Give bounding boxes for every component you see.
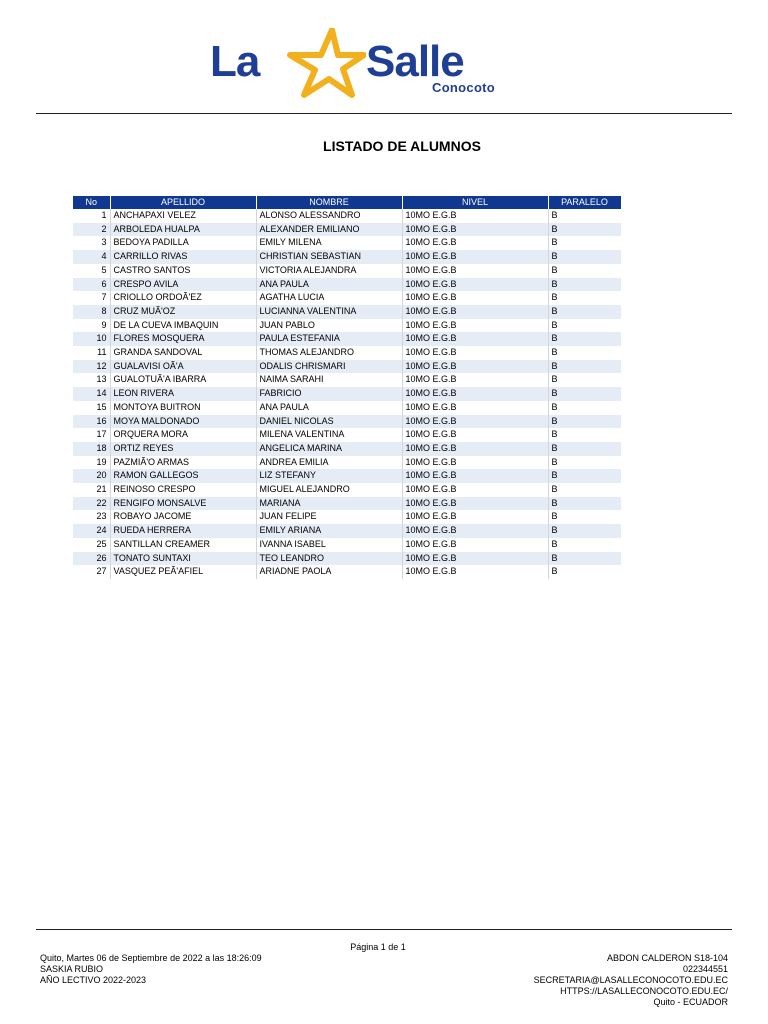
table-row [73,552,621,566]
cell-apellido: LEON RIVERA [110,387,256,401]
cell-nombre: ALEXANDER EMILIANO [256,223,402,237]
cell-apellido: MONTOYA BUITRON [110,401,256,415]
table-row [73,401,621,415]
table-row [73,497,621,511]
cell-no: 12 [73,360,110,374]
printed-by: SASKIA RUBIO [40,964,104,974]
table-row [73,291,621,305]
cell-paralelo: B [548,373,621,387]
cell-no: 6 [73,278,110,292]
table-row [73,250,621,264]
school-address: ABDON CALDERON S18-104 [606,953,728,963]
footer-divider [36,929,732,930]
cell-apellido: BEDOYA PADILLA [110,236,256,250]
cell-nombre: ANDREA EMILIA [256,456,402,470]
cell-no: 2 [73,223,110,237]
cell-no: 10 [73,332,110,346]
cell-apellido: ORQUERA MORA [110,428,256,442]
cell-nivel: 10MO E.G.B [402,456,548,470]
column-header-nivel: NIVEL [402,196,548,209]
cell-paralelo: B [548,278,621,292]
cell-nivel: 10MO E.G.B [402,250,548,264]
header-divider [36,113,732,114]
cell-nombre: ALONSO ALESSANDRO [256,209,402,223]
cell-paralelo: B [548,428,621,442]
table-row [73,510,621,524]
cell-no: 19 [96,456,107,467]
cell-nivel: 10MO E.G.B [402,236,548,250]
student-table [73,196,622,579]
school-city: Quito - ECUADOR [653,997,728,1007]
cell-nombre: PAULA ESTEFANIA [256,332,402,346]
cell-paralelo: B [548,319,621,333]
cell-nivel: 10MO E.G.B [402,483,548,497]
school-website: HTTPS://LASALLECONOCOTO.EDU.EC/ [560,986,728,996]
cell-no: 18 [73,442,110,456]
cell-paralelo: B [548,456,621,470]
cell-apellido: RENGIFO MONSALVE [110,497,256,511]
cell-paralelo: B [548,415,621,429]
table-row [73,538,621,552]
cell-apellido: ANCHAPAXI VELEZ [110,209,256,223]
cell-apellido: CASTRO SANTOS [110,264,256,278]
print-date: Quito, Martes 06 de Septiembre de 2022 a las 18:26:09 [40,953,262,963]
cell-paralelo: B [548,524,621,538]
cell-nivel: 10MO E.G.B [402,387,548,401]
cell-nivel: 10MO E.G.B [402,538,548,552]
cell-no: 7 [101,292,107,303]
cell-nombre: LUCIANNA VALENTINA [256,305,402,319]
cell-paralelo: B [548,387,621,401]
cell-paralelo: B [548,360,621,374]
footer-print-info [40,953,262,986]
cell-paralelo: B [548,552,621,566]
cell-nombre: ODALIS CHRISMARI [256,360,402,374]
table-row [73,428,621,442]
cell-paralelo: B [548,510,621,524]
cell-paralelo: B [548,538,621,552]
table-row [73,278,621,292]
cell-nombre: JUAN PABLO [256,319,402,333]
cell-apellido: ROBAYO JACOME [110,510,256,524]
table-row [73,346,621,360]
table-header-row [73,196,621,209]
logo-word-la: La [210,37,260,86]
table-row [73,319,621,333]
cell-no: 14 [73,387,110,401]
cell-paralelo: B [548,497,621,511]
cell-no: 24 [73,524,110,538]
column-header-paralelo: PARALELO [548,196,621,209]
table-row [73,305,621,319]
cell-nivel: 10MO E.G.B [402,510,548,524]
table-row [73,524,621,538]
school-phone: 022344551 [682,964,728,974]
table-row [73,236,621,250]
page-number: Página 1 de 1 [350,942,406,952]
cell-nombre: MARIANA [256,497,402,511]
school-logo [210,28,530,100]
cell-nombre: VICTORIA ALEJANDRA [256,264,402,278]
cell-nivel: 10MO E.G.B [402,360,548,374]
cell-nivel: 10MO E.G.B [402,264,548,278]
cell-apellido: ORTIZ REYES [110,442,256,456]
cell-no: 15 [96,401,107,412]
cell-apellido: SANTILLAN CREAMER [110,538,256,552]
cell-apellido: REINOSO CRESPO [110,483,256,497]
column-header-no: No [73,196,110,209]
cell-no: 27 [96,566,107,577]
cell-paralelo: B [548,264,621,278]
cell-nombre: EMILY MILENA [256,236,402,250]
cell-no: 26 [73,552,110,566]
cell-nombre: DANIEL NICOLAS [256,415,402,429]
cell-apellido: GRANDA SANDOVAL [110,346,256,360]
cell-paralelo: B [548,209,621,223]
cell-no: 20 [73,469,110,483]
cell-apellido: CARRILLO RIVAS [110,250,256,264]
cell-nivel: 10MO E.G.B [402,552,548,566]
cell-apellido: CRIOLLO ORDOÃ'EZ [110,291,256,305]
footer-contact-info [534,953,728,1008]
cell-apellido: GUALOTUÃ'A IBARRA [110,373,256,387]
table-row [73,332,621,346]
table-row [73,360,621,374]
cell-no: 22 [73,497,110,511]
cell-paralelo: B [548,346,621,360]
cell-nivel: 10MO E.G.B [402,565,548,579]
cell-nivel: 10MO E.G.B [402,524,548,538]
cell-no: 8 [73,305,110,319]
cell-nombre: ANGELICA MARINA [256,442,402,456]
page-title: LISTADO DE ALUMNOS [323,138,481,154]
cell-nivel: 10MO E.G.B [402,415,548,429]
cell-apellido: TONATO SUNTAXI [110,552,256,566]
cell-nombre: AGATHA LUCIA [256,291,402,305]
table-row [73,456,621,470]
cell-apellido: GUALAVISI OÃ'A [110,360,256,374]
cell-nivel: 10MO E.G.B [402,497,548,511]
cell-paralelo: B [548,291,621,305]
cell-nombre: EMILY ARIANA [256,524,402,538]
table-row [73,223,621,237]
cell-nombre: MIGUEL ALEJANDRO [256,483,402,497]
column-header-apellido: APELLIDO [110,196,256,209]
cell-apellido: RAMON GALLEGOS [110,469,256,483]
cell-apellido: PAZMIÃ'O ARMAS [110,456,256,470]
cell-nombre: LIZ STEFANY [256,469,402,483]
cell-apellido: ARBOLEDA HUALPA [110,223,256,237]
cell-nivel: 10MO E.G.B [402,442,548,456]
cell-no: 9 [101,319,107,330]
table-row [73,469,621,483]
table-row [73,442,621,456]
table-row [73,483,621,497]
cell-no: 16 [73,415,110,429]
cell-no: 23 [96,511,107,522]
cell-no: 11 [97,347,107,358]
cell-no: 21 [96,484,107,495]
cell-apellido: CRUZ MUÃ'OZ [110,305,256,319]
cell-nombre: THOMAS ALEJANDRO [256,346,402,360]
cell-nombre: FABRICIO [256,387,402,401]
column-header-nombre: NOMBRE [256,196,402,209]
table-row [73,415,621,429]
cell-apellido: VASQUEZ PEÃ'AFIEL [110,565,256,579]
cell-nombre: TEO LEANDRO [256,552,402,566]
cell-paralelo: B [548,332,621,346]
cell-nombre: MILENA VALENTINA [256,428,402,442]
table-row [73,387,621,401]
cell-nivel: 10MO E.G.B [402,401,548,415]
cell-paralelo: B [548,442,621,456]
cell-nombre: ANA PAULA [256,401,402,415]
cell-no: 13 [96,374,107,385]
cell-nivel: 10MO E.G.B [402,373,548,387]
cell-nivel: 10MO E.G.B [402,291,548,305]
table-row [73,264,621,278]
cell-no: 25 [96,538,107,549]
cell-nombre: CHRISTIAN SEBASTIAN [256,250,402,264]
cell-paralelo: B [548,469,621,483]
cell-apellido: MOYA MALDONADO [110,415,256,429]
cell-paralelo: B [548,565,621,579]
cell-paralelo: B [548,483,621,497]
cell-no: 4 [73,250,110,264]
cell-apellido: FLORES MOSQUERA [110,332,256,346]
logo-campus-name: Conocoto [432,80,496,95]
table-row [73,565,621,579]
cell-paralelo: B [548,223,621,237]
cell-paralelo: B [548,305,621,319]
cell-paralelo: B [548,236,621,250]
cell-apellido: DE LA CUEVA IMBAQUIN [110,319,256,333]
star-icon [274,28,366,98]
cell-nivel: 10MO E.G.B [402,209,548,223]
cell-nivel: 10MO E.G.B [402,223,548,237]
cell-nivel: 10MO E.G.B [402,305,548,319]
cell-apellido: RUEDA HERRERA [110,524,256,538]
table-row [73,373,621,387]
cell-no: 3 [101,237,107,248]
table-row [73,209,621,223]
cell-nivel: 10MO E.G.B [402,469,548,483]
cell-nombre: ANA PAULA [256,278,402,292]
cell-no: 1 [101,210,107,220]
cell-nivel: 10MO E.G.B [402,278,548,292]
cell-nivel: 10MO E.G.B [402,346,548,360]
cell-apellido: CRESPO AVILA [110,278,256,292]
cell-nombre: JUAN FELIPE [256,510,402,524]
cell-nivel: 10MO E.G.B [402,319,548,333]
cell-nombre: IVANNA ISABEL [256,538,402,552]
cell-nivel: 10MO E.G.B [402,332,548,346]
school-email: SECRETARIA@LASALLECONOCOTO.EDU.EC [533,975,728,985]
cell-no: 17 [96,429,107,440]
cell-nivel: 10MO E.G.B [402,428,548,442]
school-year: AÑO LECTIVO 2022-2023 [40,975,147,985]
cell-paralelo: B [548,250,621,264]
cell-nombre: ARIADNE PAOLA [256,565,402,579]
cell-paralelo: B [548,401,621,415]
logo-word-salle: Salle [366,37,464,86]
cell-nombre: NAIMA SARAHI [256,373,402,387]
cell-no: 5 [101,264,107,275]
